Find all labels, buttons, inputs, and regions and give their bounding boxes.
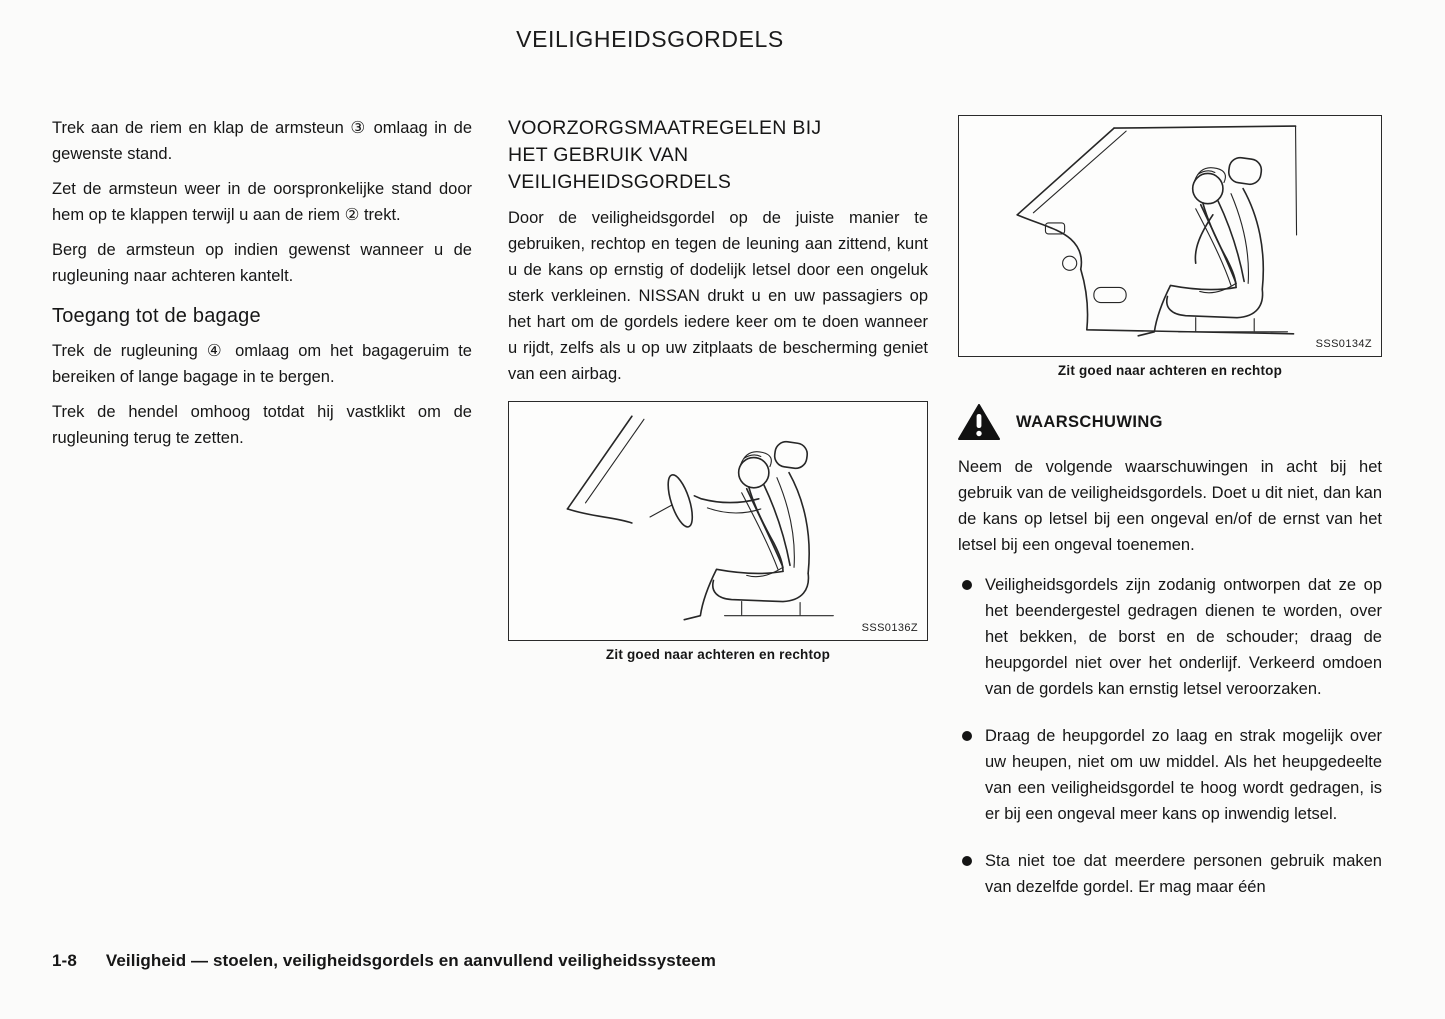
right-column: [958, 115, 1382, 921]
warning-list-item: [958, 848, 1382, 900]
bullet-icon: [962, 856, 972, 866]
bullet-icon: [962, 580, 972, 590]
figure-driver-seatbelt: [508, 401, 928, 641]
warning-item-text: Veiligheidsgordels zijn zodanig ontworpen dat ze op het beendergestel gedragen dienen te worden, over het bekken, de borst en de schouder; draag de heupgordel niet over het onderlijf. Verkeerd omdoen van de gordels kan ernstig letsel veroorzaken.: [985, 576, 1382, 698]
warning-header: [958, 404, 1382, 441]
warning-list-item: [958, 723, 1382, 827]
warning-item-text: Draag de heupgordel zo laag en strak mogelijk over uw heupen, niet om uw middel. Als het heupgedeelte van een veiligheidsgordel te hoog wordt gedragen, is er bij een ongeval meer kans op inwendig letsel.: [985, 727, 1382, 823]
paragraph: Door de veiligheidsgordel op de juiste manier te gebruiken, rechtop en tegen de leuning aan zittend, kunt u de kans op ernstig of dodelijk letsel door een ongeluk sterk verkleinen. NISSAN drukt u en uw passagiers op het hart om de gordels iedere keer om te doen wanneer u rijdt, zelfs als u op uw zitplaats de bescherming geniet van een airbag.: [508, 209, 928, 383]
middle-column: [508, 115, 928, 662]
paragraph: Zet de armsteun weer in de oorspronkelijke stand door hem op te klappen terwijl u aan de riem ② trekt.: [52, 180, 472, 224]
warning-heading: WAARSCHUWING: [1016, 413, 1163, 431]
figure-code: SSS0134Z: [1315, 338, 1372, 350]
warning-icon: [958, 404, 1000, 441]
section-heading-voorzorg: [508, 115, 928, 196]
page-title: VEILIGHEIDSGORDELS: [516, 26, 784, 52]
footer-page-number: 1-8: [52, 951, 77, 970]
left-column: [52, 115, 472, 460]
paragraph: Trek de rugleuning ④ omlaag om het bagageruim te bereiken of lange bagage in te bergen.: [52, 342, 472, 386]
warning-intro: Neem de volgende waarschuwingen in acht bij het gebruik van de veiligheidsgordels. Doet u dit niet, dan kan de kans op letsel bij een ongeval en/of de ernst van het letsel bij een ongeval toenemen.: [958, 458, 1382, 554]
bullet-icon: [962, 731, 972, 741]
section-heading-toegang: Toegang tot de bagage: [52, 305, 261, 327]
page-footer: [52, 951, 716, 971]
paragraph: Trek aan de riem en klap de armsteun ③ omlaag in de gewenste stand.: [52, 119, 472, 163]
paragraph: Berg de armsteun op indien gewenst wanneer u de rugleuning naar achteren kantelt.: [52, 241, 472, 285]
figure-caption: Zit goed naar achteren en rechtop: [605, 647, 831, 662]
figure-caption: Zit goed naar achteren en rechtop: [1057, 363, 1283, 378]
figure-passenger-seatbelt: [958, 115, 1382, 357]
warning-list-item: [958, 572, 1382, 702]
passenger-seatbelt-illustration: [959, 116, 1381, 356]
driver-seatbelt-illustration: [509, 402, 927, 640]
figure-code: SSS0136Z: [861, 622, 918, 634]
heading-line: HET GEBRUIK VAN: [508, 144, 689, 166]
heading-line: VEILIGHEIDSGORDELS: [508, 171, 732, 193]
warning-item-text: Sta niet toe dat meerdere personen gebruik maken van dezelfde gordel. Er mag maar één: [985, 852, 1382, 896]
heading-line: VOORZORGSMAATREGELEN BIJ: [508, 117, 822, 139]
paragraph: Trek de hendel omhoog totdat hij vastklikt om de rugleuning terug te zetten.: [52, 403, 472, 447]
warning-list: [958, 572, 1382, 900]
footer-text: Veiligheid — stoelen, veiligheidsgordels en aanvullend veiligheidssysteem: [105, 951, 716, 970]
